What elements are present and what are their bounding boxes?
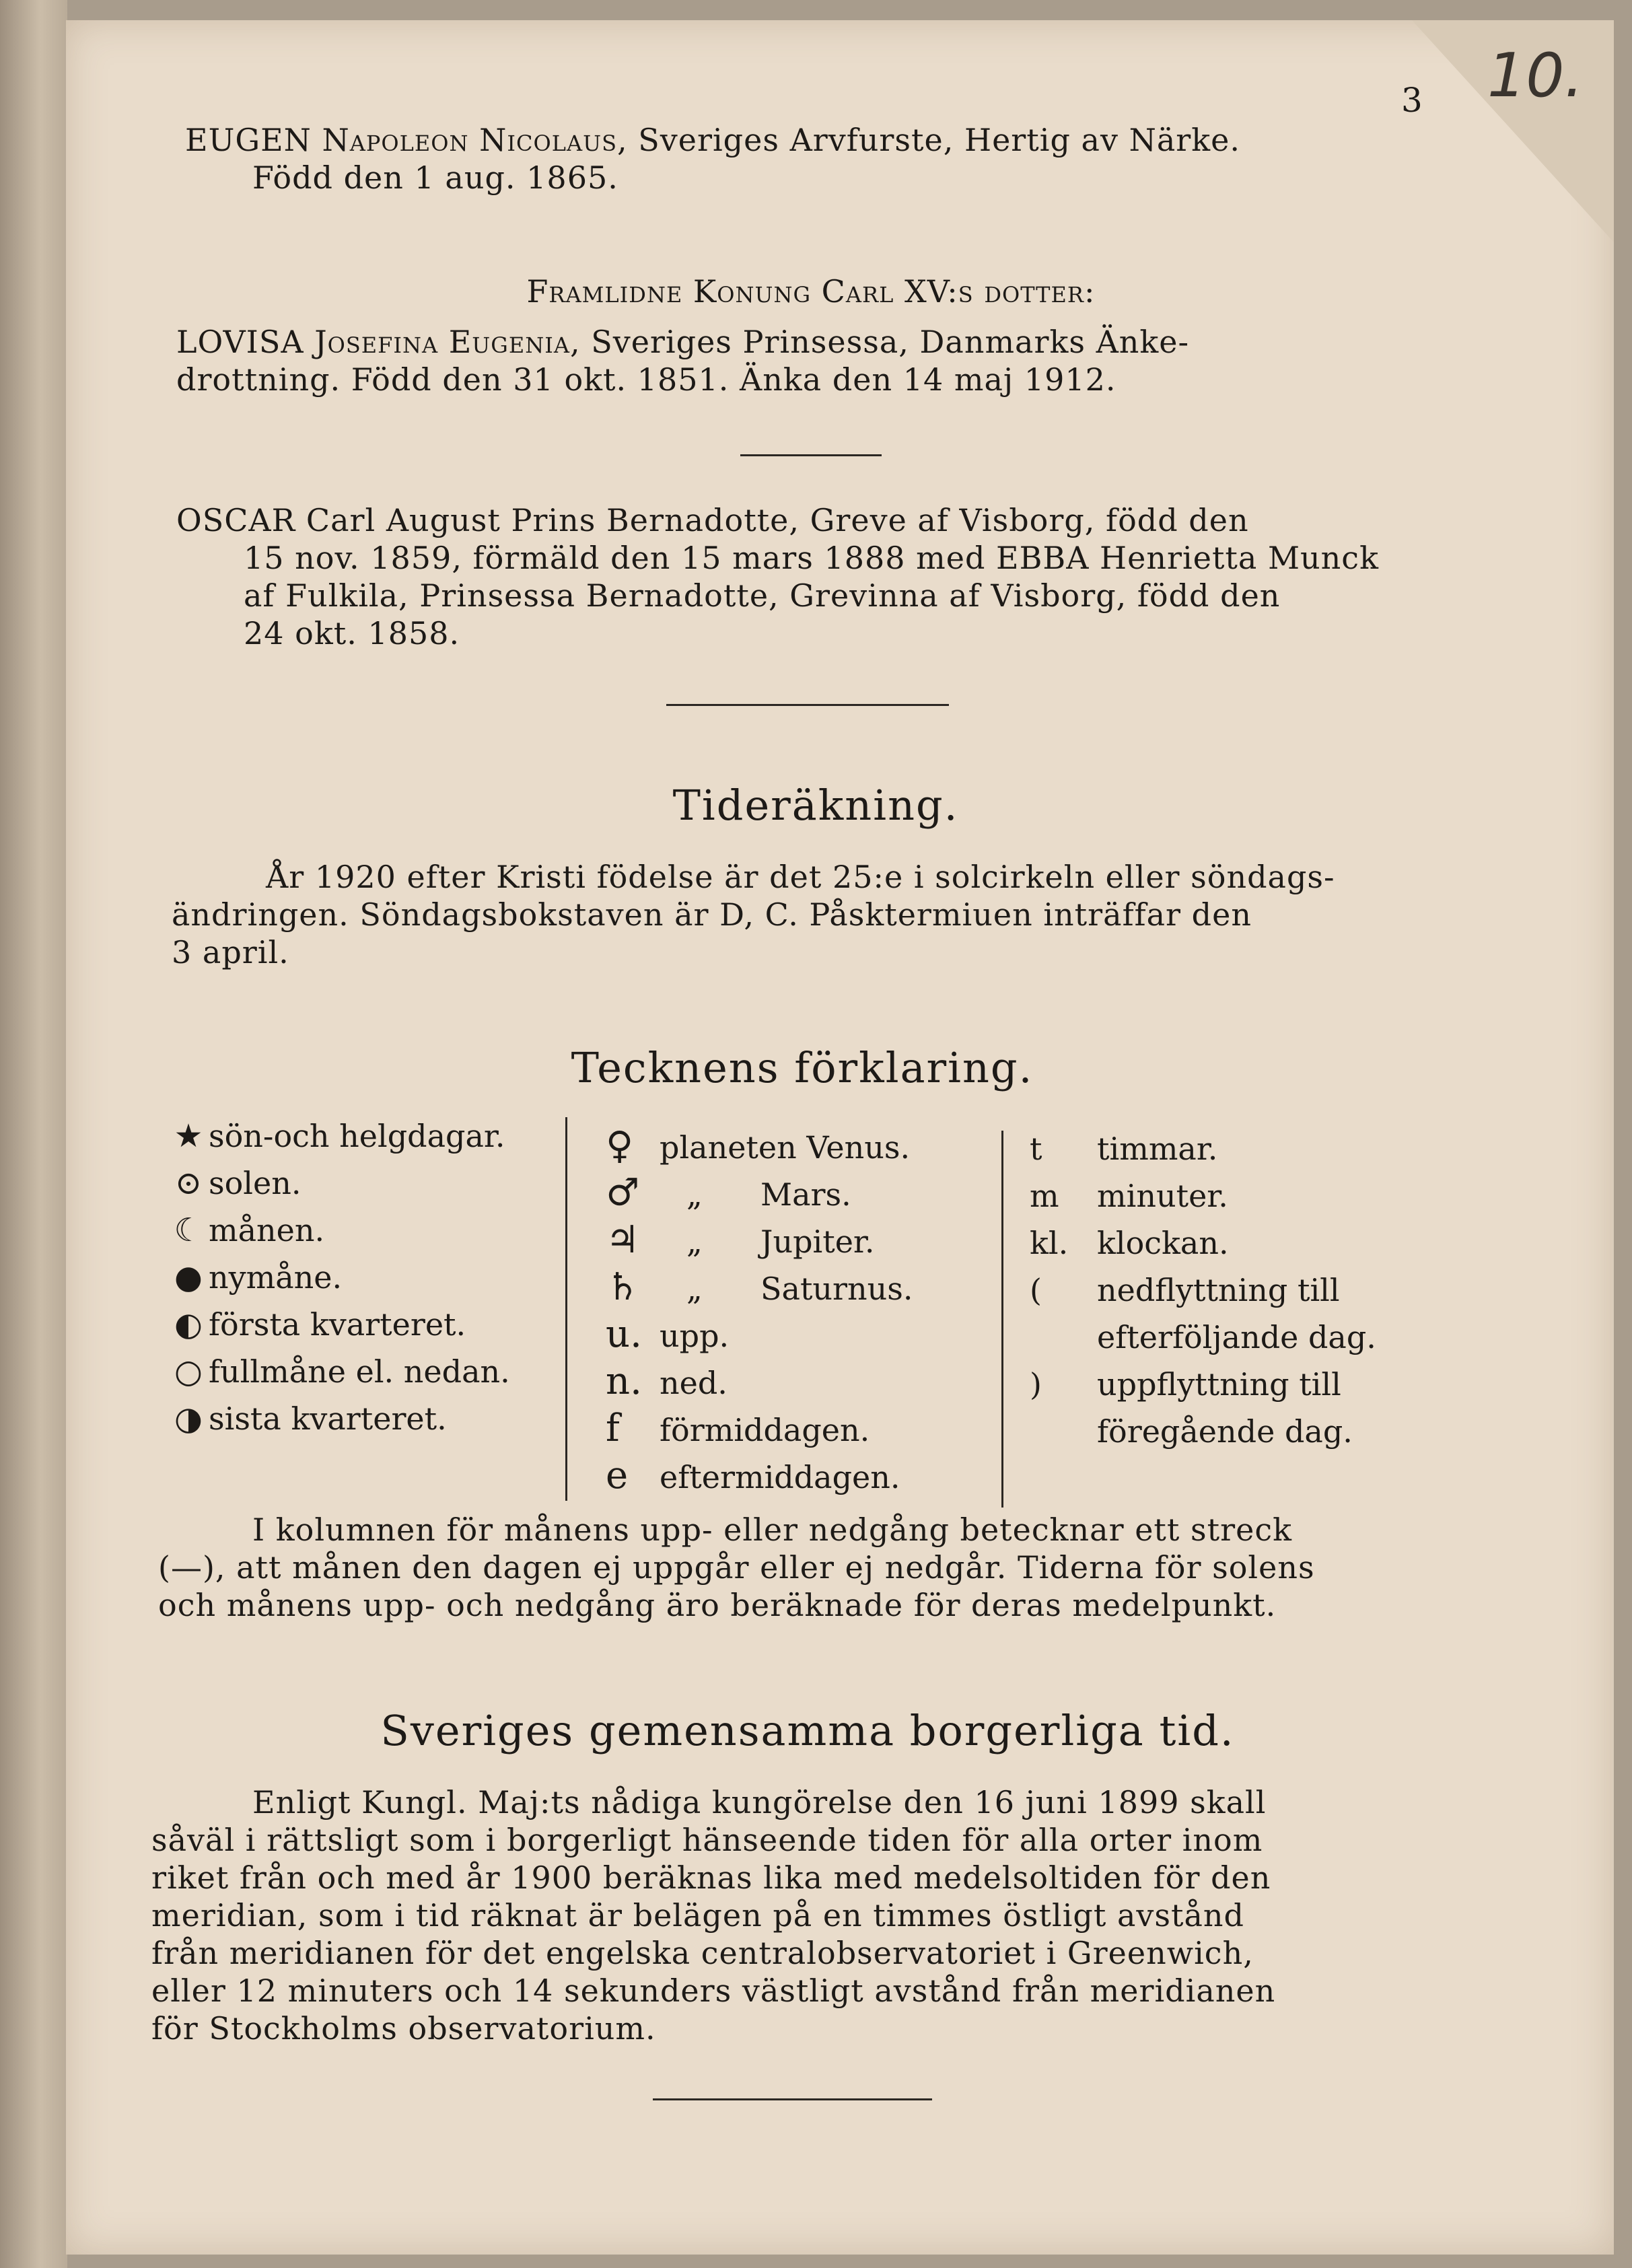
borgerliga-line6: eller 12 minuters och 14 sekunders västligt avstånd från meridianen [151,1973,1276,2009]
star-icon: ★ [174,1117,203,1155]
divider-3 [653,2098,932,2100]
legend-label: sön-och helgdagar. [209,1118,505,1154]
page-number: 3 [1401,81,1423,120]
legend-title: Tecknens förklaring. [571,1043,1034,1092]
ditto-mark: „ [686,1224,703,1260]
legend-label: efterföljande dag. [1097,1319,1376,1355]
borgerliga-line4: meridian, som i tid räknat är belägen på en timmes östligt avstånd [151,1897,1244,1934]
borgerliga-line5: från meridianen för det engelska centralobservatoriet i Greenwich, [151,1935,1254,1971]
legend-label: Jupiter. [760,1224,875,1260]
oscar-line4: 24 okt. 1858. [244,615,460,651]
moon-note-line1: I kolumnen för månens upp- eller nedgång betecknar ett streck [252,1512,1292,1548]
borgerliga-title: Sveriges gemensamma borgerliga tid. [380,1706,1235,1755]
jupiter-icon: ♃ [606,1218,640,1262]
legend-divider-1 [565,1117,567,1501]
legend-abbreviation: n. [606,1359,642,1403]
legend-row [606,1454,900,1497]
legend-label: minuter. [1097,1178,1228,1214]
borgerliga-line3: riket från och med år 1900 beräknas lika med medelsoltiden för den [151,1859,1271,1896]
first-quarter-icon: ◐ [174,1306,203,1343]
eugen-name: EUGEN Napoleon Nicolaus [185,122,617,158]
legend-abbreviation: kl. [1030,1225,1069,1261]
legend-row [168,1164,301,1202]
borgerliga-text [151,1783,1450,2047]
legend-label: uppflyttning till [1097,1366,1341,1403]
tiderakning-title: Tideräkning. [672,781,959,830]
oscar-line2: 15 nov. 1859, förmäld den 15 mars 1888 med EBBA Henrietta Munck [244,540,1379,576]
lovisa-title: , Sveriges Prinsessa, Danmarks Änke- [569,324,1190,360]
full-moon-icon: ○ [174,1353,203,1390]
legend-label: sista kvarteret. [209,1401,447,1437]
eugen-born: Född den 1 aug. 1865. [252,160,618,196]
handwritten-note: 10. [1487,40,1584,111]
borgerliga-line1: Enligt Kungl. Maj:ts nådiga kungörelse den 16 juni 1899 skall [252,1784,1267,1820]
legend-label: månen. [209,1212,325,1248]
legend-row [1030,1225,1229,1261]
lovisa-line2: drottning. Född den 31 okt. 1851. Änka den 14 maj 1912. [176,361,1116,398]
legend-abbreviation: f [606,1407,620,1450]
venus-icon: ♀ [606,1124,633,1168]
legend-row [1030,1131,1217,1167]
legend-label: timmar. [1097,1131,1218,1167]
saturn-icon: ♄ [606,1265,640,1309]
legend-row [1030,1366,1341,1403]
legend-row [168,1259,342,1296]
legend-abbreviation: m [1030,1178,1059,1214]
carl-heading: Framlidne Konung Carl XV:s dotter: [526,273,1096,310]
legend-row [606,1407,870,1450]
oscar-line1: OSCAR Carl August Prins Bernadotte, Greve af Visborg, född den [176,502,1249,538]
divider-2 [666,704,949,706]
tiderakning-line3: 3 april. [172,934,289,970]
moon-icon: ☾ [174,1211,203,1249]
legend-row [168,1400,447,1438]
eugen-title: , Sveriges Arvfurste, Hertig av Närke. [617,122,1240,158]
legend-label: första kvarteret. [209,1306,466,1343]
legend-row [606,1265,913,1309]
new-moon-icon: ● [174,1259,203,1296]
legend-label: fullmåne el. nedan. [209,1353,510,1390]
legend-row [168,1211,324,1249]
moon-note-line2: (—), att månen den dagen ej uppgår eller ej nedgår. Tiderna för solens [158,1549,1315,1586]
legend-row [606,1124,910,1168]
oscar-line3: af Fulkila, Prinsessa Bernadotte, Grevinna af Visborg, född den [244,577,1281,614]
legend-label: föregående dag. [1097,1413,1353,1450]
legend-abbreviation: u. [606,1312,642,1356]
oscar-entry [176,501,1455,652]
divider-1 [740,454,882,456]
borgerliga-line2: såväl i rättsligt som i borgerligt hänseende tiden för alla orter inom [151,1822,1263,1858]
tiderakning-text [172,858,1450,971]
borgerliga-line7: för Stockholms observatorium. [151,2010,656,2047]
eugen-entry [185,121,1464,197]
legend-row [1030,1413,1353,1450]
last-quarter-icon: ◑ [174,1400,203,1438]
ditto-mark: „ [686,1176,703,1213]
legend-row [1030,1272,1340,1308]
lovisa-entry [176,323,1455,398]
legend-row [1030,1319,1376,1355]
legend-row [606,1171,851,1215]
legend-label: nymåne. [209,1259,343,1296]
legend-label: förmiddagen. [660,1412,870,1448]
legend-row [168,1353,510,1390]
legend-abbreviation: e [606,1454,629,1497]
tiderakning-line1: År 1920 efter Kristi födelse är det 25:e i solcirkeln eller söndags- [266,859,1335,895]
book-binding [0,0,67,2268]
legend-label: ned. [660,1365,728,1401]
legend-label: eftermiddagen. [660,1459,900,1495]
legend-label: klockan. [1097,1225,1229,1261]
sun-icon: ⊙ [174,1164,203,1202]
legend-abbreviation: ) [1030,1366,1042,1403]
moon-note-line3: och månens upp- och nedgång äro beräknade för deras medelpunkt. [158,1587,1277,1623]
legend-label: planeten Venus. [660,1129,911,1166]
legend-abbreviation: ( [1030,1272,1042,1308]
legend-row [606,1359,728,1403]
legend-row [1030,1178,1228,1214]
ditto-mark: „ [686,1271,703,1307]
legend-row [606,1218,875,1262]
legend-label: Mars. [760,1176,851,1213]
legend-abbreviation: t [1030,1131,1042,1167]
lovisa-name: LOVISA Josefina Eugenia [176,324,570,360]
mars-icon: ♂ [606,1171,640,1215]
moon-note [158,1511,1450,1624]
legend-divider-2 [1001,1131,1003,1508]
legend-row [606,1312,729,1356]
legend-label: nedflyttning till [1097,1272,1340,1308]
tiderakning-line2: ändringen. Söndagsbokstaven är D, C. Påsktermiuen inträffar den [172,896,1252,933]
legend-label: upp. [660,1318,730,1354]
legend-label: solen. [209,1165,301,1201]
legend-row [168,1117,505,1155]
legend-label: Saturnus. [760,1271,913,1307]
legend-row [168,1306,466,1343]
